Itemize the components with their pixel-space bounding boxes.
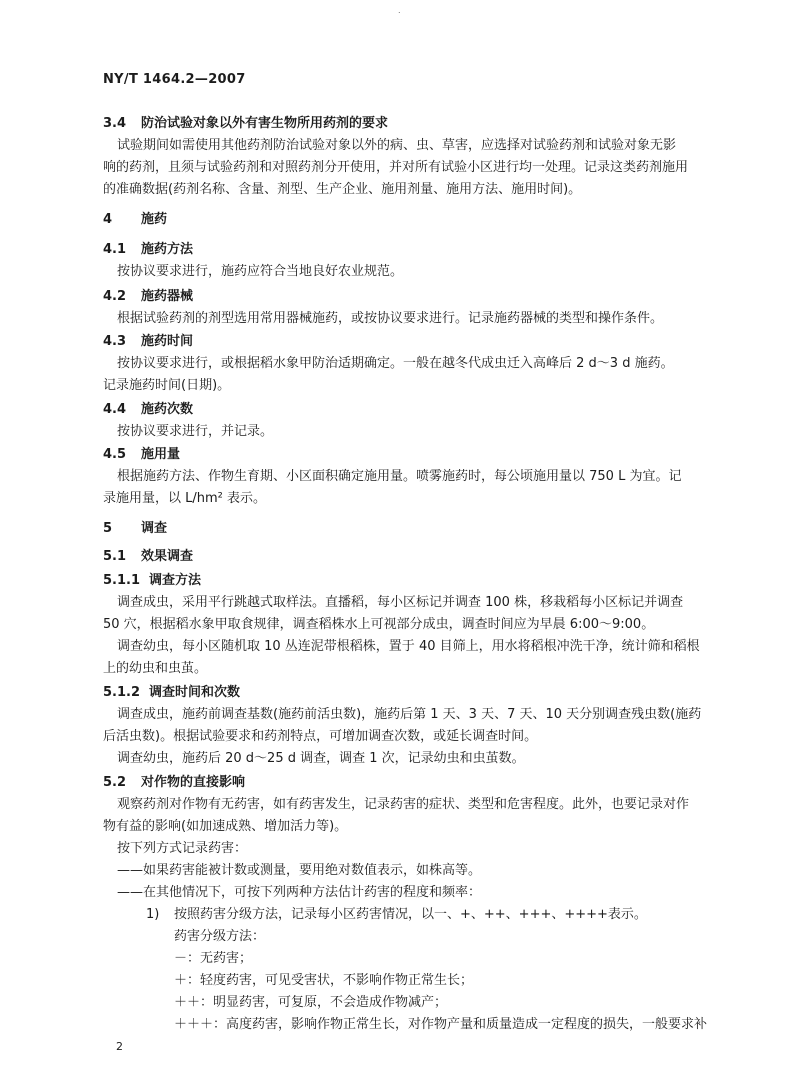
paragraph-line: 响的药剂，且须与试验药剂和对照药剂分开使用，并对所有试验小区进行均一处理。记录这类药剂施用	[103, 160, 689, 175]
item-text: 按照药害分级方法，记录每小区药害情况，以一、+、++、+++、++++表示。	[174, 907, 647, 922]
section-number: 3.4	[103, 116, 127, 131]
section-4-2-heading	[103, 287, 193, 307]
paragraph-line: 根据施药方法、作物生育期、小区面积确定施用量。喷雾施药时，每公顷施用量以 750 L 为宜。记	[117, 469, 682, 484]
paragraph-line: 的准确数据(药剂名称、含量、剂型、生产企业、施用剂量、施用方法、施用时间)。	[103, 182, 582, 197]
section-title: 施药次数	[141, 402, 194, 417]
section-title: 调查	[141, 521, 168, 536]
section-title: 调查时间和次数	[149, 685, 241, 700]
paragraph-line: 按下列方式记录药害：	[117, 841, 248, 856]
section-title: 效果调查	[141, 549, 194, 564]
section-5-2-heading	[103, 773, 245, 793]
section-title: 施用量	[141, 447, 181, 462]
section-4-5-heading	[103, 445, 180, 465]
paragraph-line: 记录施药时间(日期)。	[103, 378, 231, 393]
section-4-heading	[103, 210, 167, 230]
paragraph-line: 按协议要求进行，施药应符合当地良好农业规范。	[117, 264, 404, 279]
section-4-3-heading	[103, 332, 193, 352]
section-4-1-heading	[103, 240, 193, 260]
paragraph-line: 调查幼虫，每小区随机取 10 丛连泥带根稻株，置于 40 目筛上，用水将稻根冲洗干净，统计筛和稻根	[117, 639, 700, 654]
grade-item: ＋＋：明显药害，可复原，不会造成作物减产；	[174, 995, 448, 1010]
section-title: 施药	[141, 212, 168, 227]
paragraph-line: 上的幼虫和虫茧。	[103, 661, 208, 676]
section-number: 5.1.1	[103, 573, 141, 588]
list-item: ——如果药害能被计数或测量，要用绝对数值表示，如株高等。	[117, 863, 482, 878]
paragraph-line: 后活虫数)。根据试验要求和药剂特点，可增加调查次数，或延长调查时间。	[103, 729, 538, 744]
paragraph-line: 调查成虫，施药前调查基数(施药前活虫数)，施药后第 1 天、3 天、7 天、10 天分别调查残虫数(施药	[117, 707, 702, 722]
paragraph-line: 试验期间如需使用其他药剂防治试验对象以外的病、虫、草害，应选择对试验药剂和试验对象无影	[117, 138, 677, 153]
numbered-item	[146, 905, 647, 925]
section-number: 4	[103, 212, 113, 227]
section-5-heading	[103, 519, 167, 539]
paragraph-line: 按协议要求进行，或根据稻水象甲防治适期确定。一般在越冬代成虫迁入高峰后 2 d～3 d 施药。	[117, 356, 674, 371]
grade-item: ＋＋＋：高度药害，影响作物正常生长，对作物产量和质量造成一定程度的损失，一般要求补	[174, 1017, 708, 1032]
page-number: 2	[116, 1040, 123, 1053]
paragraph-line: 根据试验药剂的剂型选用常用器械施药，或按协议要求进行。记录施药器械的类型和操作条件。	[117, 311, 664, 326]
paragraph-line: 调查成虫，采用平行跳越式取样法。直播稻，每小区标记并调查 100 株，移栽稻每小区标记并调查	[117, 595, 684, 610]
section-title: 施药器械	[141, 289, 194, 304]
paragraph-line: 物有益的影响(如加速成熟、增加活力等)。	[103, 819, 348, 834]
paragraph-line: 录施用量，以 L/hm² 表示。	[103, 491, 267, 506]
section-number: 4.5	[103, 447, 127, 462]
section-title: 施药方法	[141, 242, 194, 257]
grade-item: －：无药害；	[174, 951, 253, 966]
standard-code-header: NY/T 1464.2—2007	[103, 72, 246, 87]
paragraph-line: 调查幼虫，施药后 20 d～25 d 调查，调查 1 次，记录幼虫和虫茧数。	[117, 751, 525, 766]
section-title: 防治试验对象以外有害生物所用药剂的要求	[141, 116, 389, 131]
section-number: 4.1	[103, 242, 127, 257]
section-5-1-heading	[103, 547, 193, 567]
section-number: 5.1.2	[103, 685, 141, 700]
scan-mark: .	[398, 6, 401, 15]
section-title: 施药时间	[141, 334, 194, 349]
section-number: 4.4	[103, 402, 127, 417]
section-4-4-heading	[103, 400, 193, 420]
grade-title: 药害分级方法：	[174, 929, 266, 944]
section-5-1-2-heading	[103, 683, 240, 703]
section-title: 调查方法	[149, 573, 202, 588]
section-title: 对作物的直接影响	[141, 775, 246, 790]
section-3-4-heading	[103, 114, 388, 134]
section-number: 5.1	[103, 549, 127, 564]
section-number: 4.2	[103, 289, 127, 304]
list-item: ——在其他情况下，可按下列两种方法估计药害的程度和频率：	[117, 885, 482, 900]
item-number: 1)	[146, 907, 160, 922]
grade-item: ＋：轻度药害，可见受害状，不影响作物正常生长；	[174, 973, 474, 988]
section-number: 4.3	[103, 334, 127, 349]
section-number: 5	[103, 521, 113, 536]
paragraph-line: 观察药剂对作物有无药害，如有药害发生，记录药害的症状、类型和危害程度。此外，也要记录对作	[117, 797, 690, 812]
paragraph-line: 按协议要求进行，并记录。	[117, 424, 274, 439]
section-5-1-1-heading	[103, 571, 201, 591]
section-number: 5.2	[103, 775, 127, 790]
paragraph-line: 50 穴，根据稻水象甲取食规律，调查稻株水上可视部分成虫，调查时间应为早晨 6:00～9:00。	[103, 617, 655, 632]
